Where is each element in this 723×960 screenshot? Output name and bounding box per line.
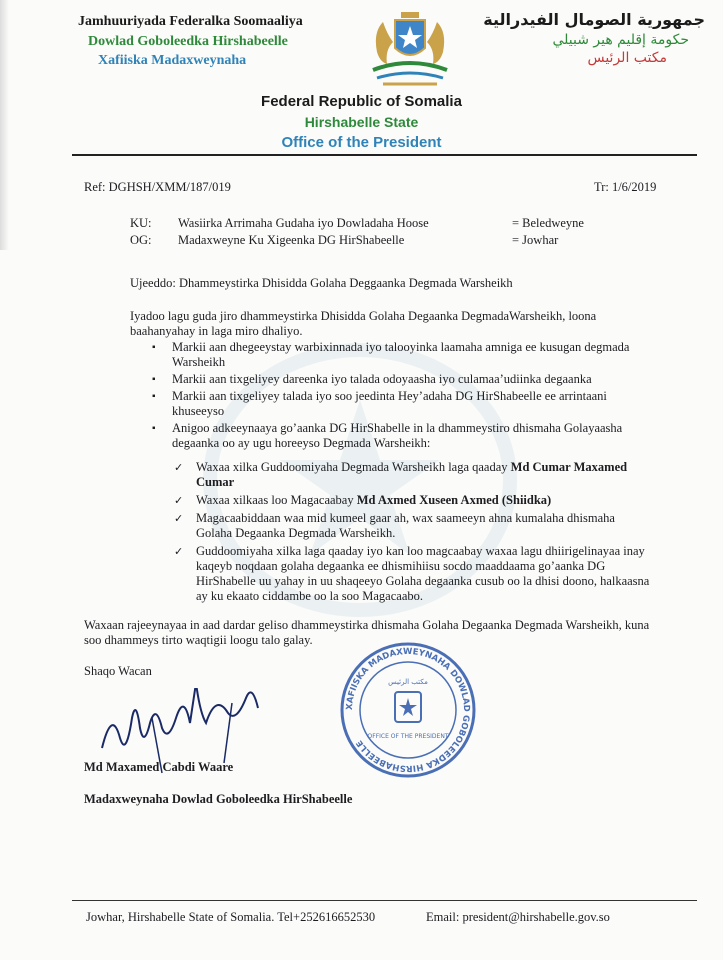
letterhead-office: Xafiiska Madaxweynaha xyxy=(98,53,247,68)
cc-location: = Jowhar xyxy=(512,233,559,247)
removed-official-name: Md Cumar Maxamed Cumar xyxy=(196,460,628,489)
signer-name: Md Maxamed Cabdi Waare xyxy=(84,760,234,774)
official-stamp xyxy=(338,640,478,780)
letterhead-country: Jamhuuriyada Federalka Soomaaliya xyxy=(78,14,303,29)
considerations-list xyxy=(152,340,652,453)
stamp-inner-text: OFFICE OF THE PRESIDENT xyxy=(367,733,449,740)
recipient-label: KU: xyxy=(130,216,152,230)
checkmark-icon: ✓ xyxy=(174,494,184,507)
recipient-name: Wasiirka Arrimaha Gudaha iyo Dowladaha Hoose xyxy=(178,216,429,230)
checkmark-icon: ✓ xyxy=(174,461,184,474)
list-item xyxy=(174,544,654,604)
cc-name: Madaxweyne Ku Xigeenka DG HirShabeelle xyxy=(178,233,405,247)
arabic-office: مكتب الرئيس xyxy=(587,50,667,66)
decision-text: Waxaa xilka Guddoomiyaha Degmada Warsheikh laga qaaday xyxy=(196,460,511,474)
reference-number: Ref: DGHSH/XMM/187/019 xyxy=(84,180,231,194)
subject-line: Ujeeddo: Dhammeystirka Dhisidda Golaha Deggaanka Degmada Warsheikh xyxy=(130,276,513,290)
letterhead-state: Dowlad Goboleedka Hirshabeelle xyxy=(88,34,288,49)
letter-date: Tr: 1/6/2019 xyxy=(594,180,657,194)
cc-label: OG: xyxy=(130,233,152,247)
closing-paragraph: Waxaan rajeeynayaa in aad dardar geliso dhammeystirka dhismaha Golaha Degaanka Degmada Warsheikh, kuna soo dhammeys tirto waqtigii loogu talo galay. xyxy=(84,618,650,647)
stamp-arabic-text: مكتب الرئيس xyxy=(388,678,428,686)
checkmark-icon: ✓ xyxy=(174,512,184,525)
footer-divider xyxy=(72,900,697,901)
letterhead-right-arabic xyxy=(483,10,705,66)
list-item: ▪ Markii aan tixgeliyey dareenka iyo talada odoyaasha iyo culamaa’udiinka degaanka xyxy=(152,372,652,387)
footer-address: Jowhar, Hirshabelle State of Somalia. Tel+252616652530 xyxy=(86,910,376,924)
decisions-list xyxy=(174,460,654,607)
decision-text: Guddoomiyaha xilka laga qaaday iyo kan loo magcaabay waxaa lagu dhiirigelinayaa inay kaqeyb noqdaan golaha degaanka ee dhismihiisu socdo maaddaama go’aanka DG HirShabelle uu yahay in uu shaqeeyo Golaha degaanka cusub oo la dhisi doono, halkaasna ay ku ekaato ciddambe oo la soo Magacaabo. xyxy=(196,544,650,603)
arabic-country: جمهورية الصومال الفيدرالية xyxy=(483,10,705,29)
intro-paragraph: Iyadoo lagu guda jiro dhammeystirka Dhisidda Golaha Degaanka DegmadaWarsheikh, loona baahanyahay in laga miro dhaliyo. xyxy=(130,309,597,338)
footer-email: Email: president@hirshabelle.gov.so xyxy=(426,910,610,924)
list-item xyxy=(174,493,654,508)
list-item: ▪ Markii aan dhegeeystay warbixinnada iyo talooyinka laamaha amniga ee kusugan degmada Warsheikh xyxy=(152,340,652,370)
letterhead-left xyxy=(78,14,303,69)
decision-text: Waxaa xilkaas loo Magacaabay xyxy=(196,493,357,507)
recipient-location: = Beledweyne xyxy=(512,216,584,230)
decision-text: Magacaabiddaan waa mid kumeel gaar ah, wax saameeyn ahna kumalaha dhismaha Golaha Degaanka Degmada Warsheikh. xyxy=(196,511,615,540)
checkmark-icon: ✓ xyxy=(174,545,184,558)
stamp-outer-text: XAFIISKA MADAXWEYNAHA DOWLAD GOBOLEEDKA HIRSHABEELLE xyxy=(344,646,472,774)
list-item xyxy=(174,511,654,541)
title-state: Hirshabelle State xyxy=(304,114,419,130)
arabic-state: حكومة إقليم هير شبيلي xyxy=(552,32,689,48)
title-office: Office of the President xyxy=(281,134,442,151)
title-federal-republic: Federal Republic of Somalia xyxy=(261,93,462,110)
list-item: ▪ Markii aan tixgeliyey talada iyo soo jeedinta Hey’adaha DG HirShabeelle ee arrintaani khuseeyso xyxy=(152,389,652,419)
header-divider xyxy=(72,154,697,156)
somalia-coat-of-arms-icon xyxy=(355,8,465,92)
list-item: ▪ Anigoo adkeeynaaya go’aanka DG HirShabelle in la dhammeystiro dhismaha Golayaasha degaanka oo ay ugu horeeyso Degmada Warsheikh: xyxy=(152,421,652,451)
signer-title: Madaxweynaha Dowlad Goboleedka HirShabeelle xyxy=(84,792,353,806)
appointed-official-name: Md Axmed Xuseen Axmed (Shiidka) xyxy=(356,493,552,507)
greeting: Shaqo Wacan xyxy=(84,664,152,678)
list-item xyxy=(174,460,654,490)
